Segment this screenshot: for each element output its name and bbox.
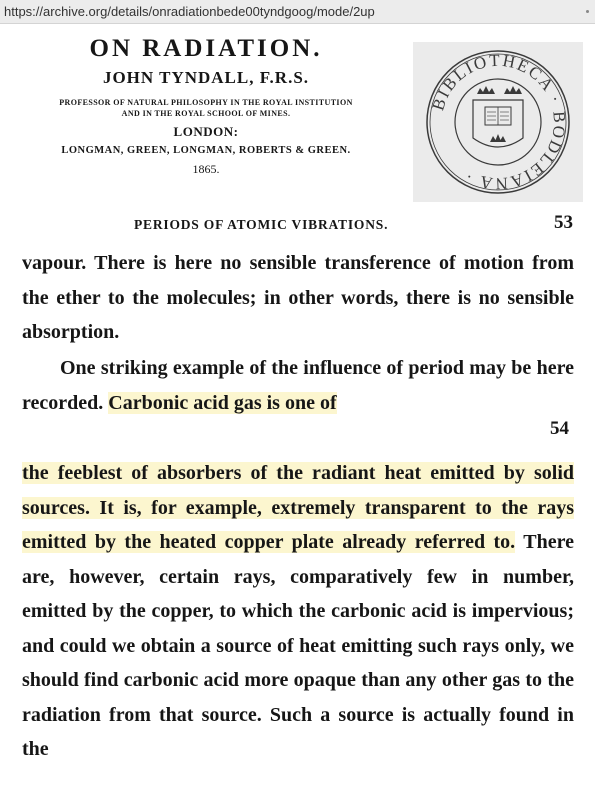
book-author: JOHN TYNDALL, F.R.S. [102,68,310,87]
running-title: PERIODS OF ATOMIC VIBRATIONS. [134,217,389,232]
next-page-number: 54 [550,418,569,439]
more-icon[interactable] [586,10,589,13]
title-page-excerpt [8,34,404,177]
affiliation-line-1: PROFESSOR OF NATURAL PHILOSOPHY IN THE ROYAL INSTITUTION [59,98,353,107]
publication-city: LONDON: [173,124,239,139]
running-head [20,212,575,238]
publication-year: 1865. [192,162,220,176]
paragraph-carbonic-acid [22,351,574,420]
address-bar[interactable] [0,0,595,24]
book-title: ON RADIATION. [89,35,323,62]
highlighted-text: Carbonic acid gas is one of [108,391,337,414]
paragraph-vapour: vapour. There is here no sensible transference of motion from the ether to the molecules; in other words, there is no sensible absorption. [22,252,574,343]
bodleian-seal-icon [413,42,583,202]
author-affiliation [8,97,404,119]
library-stamp [413,42,583,202]
highlighted-text: the feeblest of absorbers of the radiant heat emitted by solid sources. It is, for example, extremely transparent to the rays emitted by the heated copper plate already referred to. [22,462,574,553]
seal-ring-text: BIBLIOTHECA · BODLEIANA · [428,50,570,194]
paragraph-text: There are, however, certain rays, comparatively few in number, emitted by the copper, to which the carbonic acid is impervious; and could we obtain a source of heat emitting such rays only, we should find carbonic acid more opaque than any other gas to the radiation from that source. Such a source is actually found in the [22,531,574,760]
publisher: LONGMAN, GREEN, LONGMAN, ROBERTS & GREEN. [61,145,351,156]
url-text: https://archive.org/details/onradiationbede00tyndgoog/mode/2up [4,4,375,19]
page-number: 53 [554,212,573,233]
affiliation-line-2: AND IN THE ROYAL SCHOOL OF MINES. [121,109,291,118]
paragraph-continued [22,456,574,767]
paragraph-text: One striking example of the influence of period may be here recorded. [22,357,574,414]
